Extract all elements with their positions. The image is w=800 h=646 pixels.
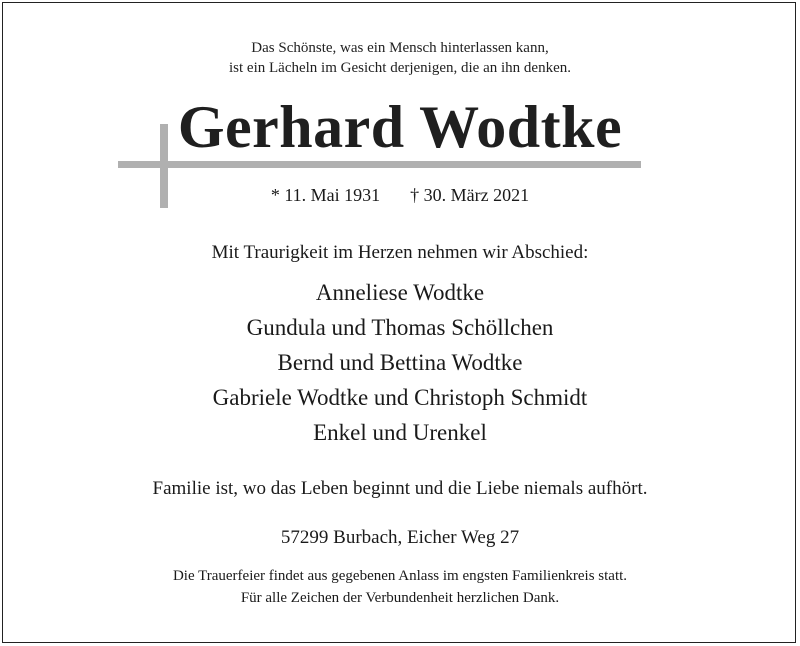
mourner-item: Gabriele Wodtke und Christoph Schmidt [212, 385, 588, 410]
birth-date: * 11. Mai 1931 [270, 185, 381, 205]
quote-line-2: ist ein Lächeln im Gesicht derjenigen, die an ihn denken. [229, 60, 571, 76]
life-dates [0, 183, 800, 207]
quote-line-1: Das Schönste, was ein Mensch hinterlassen kann, [251, 40, 549, 56]
address: 57299 Burbach, Eicher Weg 27 [280, 527, 520, 548]
mourner-item: Anneliese Wodtke [315, 280, 485, 305]
notice-line-2: Für alle Zeichen der Verbundenheit herzlichen Dank. [240, 590, 560, 606]
quote [0, 38, 800, 78]
notice-line-1: Die Trauerfeier findet aus gegebenen Anlass im engsten Familienkreis statt. [172, 568, 628, 584]
death-date: † 30. März 2021 [410, 185, 530, 205]
mourner-item: Gundula und Thomas Schöllchen [246, 315, 554, 340]
funeral-notice [0, 565, 800, 609]
mourner-item: Enkel und Urenkel [313, 420, 487, 445]
mourner-item: Bernd und Bettina Wodtke [277, 350, 523, 375]
mourning-intro: Mit Traurigkeit im Herzen nehmen wir Abschied: [211, 242, 589, 263]
deceased-name: Gerhard Wodtke [177, 94, 623, 160]
cross-horizontal-bar [118, 161, 641, 168]
mourners-list [0, 275, 800, 450]
family-motto: Familie ist, wo das Leben beginnt und die Liebe niemals aufhört. [152, 478, 648, 499]
